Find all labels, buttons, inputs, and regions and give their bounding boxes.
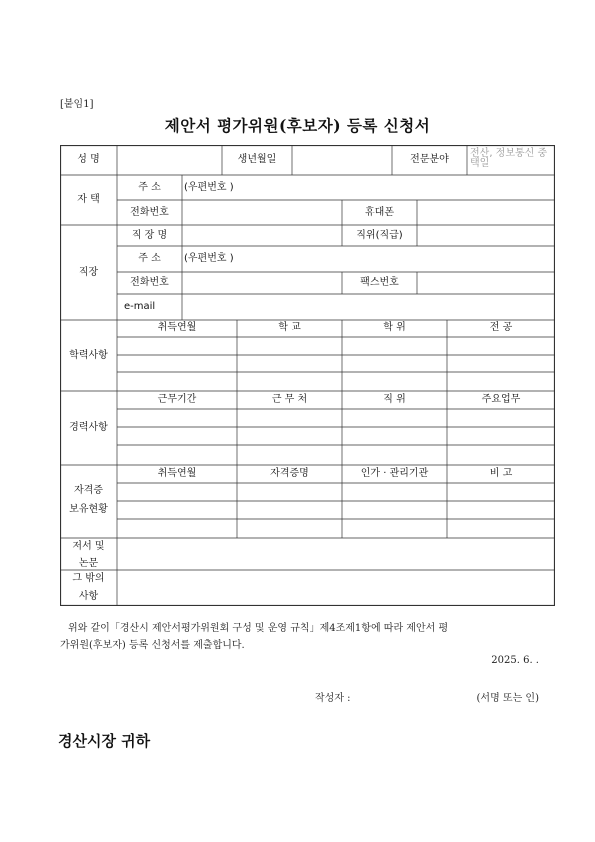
form-title: 제안서 평가위원(후보자) 등록 신청서: [164, 116, 431, 135]
birth-date-label: 생년월일: [237, 154, 277, 165]
license-header-date: 취득연월: [157, 468, 197, 479]
home-section-label: 자 택: [77, 194, 100, 205]
publications-label-1: 저서 및: [72, 541, 105, 552]
declaration-line-2: 가위원(후보자) 등록 신청서를 제출합니다.: [60, 640, 245, 651]
name-label: 성 명: [77, 154, 100, 165]
others-label-2: 사항: [78, 591, 99, 602]
submission-date: 2025. 6. .: [491, 655, 539, 666]
work-postcode-label: (우편번호 ): [184, 253, 234, 264]
education-header-school: 학 교: [278, 322, 301, 333]
license-header-remarks: 비 고: [489, 468, 513, 479]
license-header-authority: 인가 · 관리기관: [360, 468, 429, 479]
specialty-hint: 전산, 정보통신 중 택일: [470, 148, 548, 169]
career-header-period: 근무기간: [157, 394, 197, 405]
addressee: 경산시장 귀하: [58, 732, 151, 750]
education-header-major: 전 공: [489, 322, 513, 333]
publications-label-2: 논문: [78, 558, 99, 569]
email-label: e-mail: [124, 301, 156, 312]
home-address-label: 주 소: [138, 182, 161, 193]
home-postcode-label: (우편번호 ): [184, 182, 234, 193]
home-phone-label: 전화번호: [130, 207, 169, 218]
work-phone-label: 전화번호: [130, 277, 169, 288]
signature-label: (서명 또는 인): [476, 693, 539, 704]
career-section-label: 경력사항: [69, 422, 108, 433]
mobile-label: 휴대폰: [365, 207, 394, 218]
education-header-date: 취득연월: [157, 322, 197, 333]
specialty-label: 전문분야: [410, 154, 449, 165]
license-section-label-2: 보유현황: [69, 504, 108, 515]
career-header-position: 직 위: [383, 394, 406, 405]
work-address-label: 주 소: [138, 253, 161, 264]
license-header-name: 자격증명: [270, 468, 309, 479]
annex-label: [붙임1]: [60, 99, 94, 110]
application-form-table: [60, 145, 555, 606]
career-header-duties: 주요업무: [481, 394, 521, 405]
others-label-1: 그 밖의: [72, 573, 105, 584]
declaration-text: [60, 620, 555, 654]
author-label: 작성자 :: [315, 693, 351, 704]
license-section-label-1: 자격증: [74, 485, 103, 496]
career-header-workplace: 근 무 처: [271, 394, 308, 405]
education-section-label: 학력사항: [69, 350, 108, 361]
declaration-line-1: 위와 같이「경산시 제안서평가위원회 구성 및 운영 규칙」제4조제1항에 따라 제안서 평: [68, 623, 449, 634]
workplace-name-label: 직 장 명: [131, 230, 168, 241]
position-label: 직위(직급): [356, 230, 403, 241]
work-section-label: 직장: [78, 267, 99, 278]
fax-label: 팩스번호: [360, 277, 399, 288]
education-header-degree: 학 위: [383, 322, 406, 333]
